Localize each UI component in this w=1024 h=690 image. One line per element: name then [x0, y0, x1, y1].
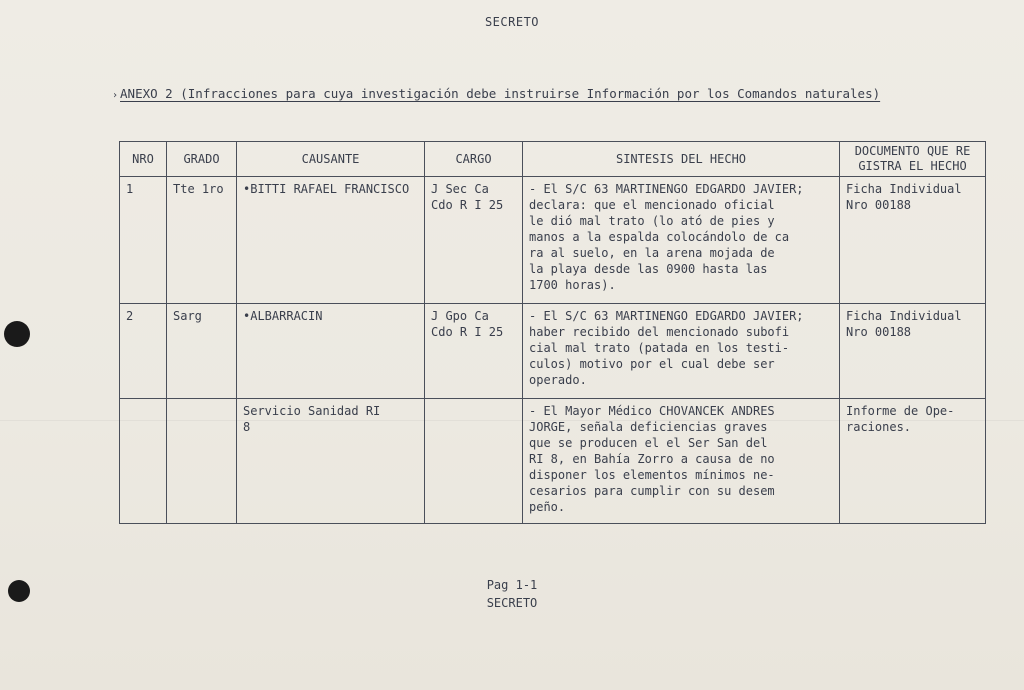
- table-row: [120, 399, 986, 524]
- table-row: [120, 304, 986, 399]
- header-documento: DOCUMENTO QUE RE GISTRA EL HECHO: [840, 142, 986, 177]
- cell-cargo: [425, 399, 523, 524]
- cell-documento: Ficha Individual Nro 00188: [840, 304, 986, 399]
- cell-nro: 2: [120, 304, 167, 399]
- cell-grado: Tte 1ro: [167, 177, 237, 304]
- cell-grado: [167, 399, 237, 524]
- page-footer: [0, 576, 1024, 612]
- cell-cargo: J Gpo Ca Cdo R I 25: [425, 304, 523, 399]
- cell-sintesis: - El Mayor Médico CHOVANCEK ANDRES JORGE, señala deficiencias graves que se producen el el Ser San del RI 8, en Bahía Zorro a causa de no disponer los elementos mínimos ne- cesarios para cumplir con su desem peño.: [523, 399, 840, 524]
- punch-hole: [4, 321, 30, 347]
- header-nro: NRO: [120, 142, 167, 177]
- table-row: [120, 177, 986, 304]
- infractions-table: [119, 141, 986, 524]
- header-cargo: CARGO: [425, 142, 523, 177]
- classification-header: SECRETO: [484, 15, 540, 29]
- cell-documento: Informe de Ope- raciones.: [840, 399, 986, 524]
- cell-nro: 1: [120, 177, 167, 304]
- annex-title: [112, 86, 932, 101]
- page-number: Pag 1-1: [486, 578, 538, 592]
- cell-causante: •ALBARRACIN: [237, 304, 425, 399]
- header-sintesis: SINTESIS DEL HECHO: [523, 142, 840, 177]
- cell-causante: •BITTI RAFAEL FRANCISCO: [237, 177, 425, 304]
- cell-documento: Ficha Individual Nro 00188: [840, 177, 986, 304]
- header-causante: CAUSANTE: [237, 142, 425, 177]
- punch-hole: [8, 580, 30, 602]
- header-grado: GRADO: [167, 142, 237, 177]
- classification-footer: SECRETO: [486, 596, 538, 610]
- table-header-row: [120, 142, 986, 177]
- cell-grado: Sarg: [167, 304, 237, 399]
- cell-causante: Servicio Sanidad RI 8: [237, 399, 425, 524]
- margin-tick: ›: [112, 90, 119, 101]
- cell-sintesis: - El S/C 63 MARTINENGO EDGARDO JAVIER; declara: que el mencionado oficial le dió mal trato (lo ató de pies y manos a la espalda colocándolo de ca ra al suelo, en la arena mojada de la playa desde las 0900 hasta las 1700 horas).: [523, 177, 840, 304]
- cell-cargo: J Sec Ca Cdo R I 25: [425, 177, 523, 304]
- cell-nro: [120, 399, 167, 524]
- cell-sintesis: - El S/C 63 MARTINENGO EDGARDO JAVIER; haber recibido del mencionado subofi cial mal trato (patada en los testi- culos) motivo por el cual debe ser operado.: [523, 304, 840, 399]
- annex-title-text: ANEXO 2 (Infracciones para cuya investigación debe instruirse Información por los Comandos naturales): [120, 86, 881, 101]
